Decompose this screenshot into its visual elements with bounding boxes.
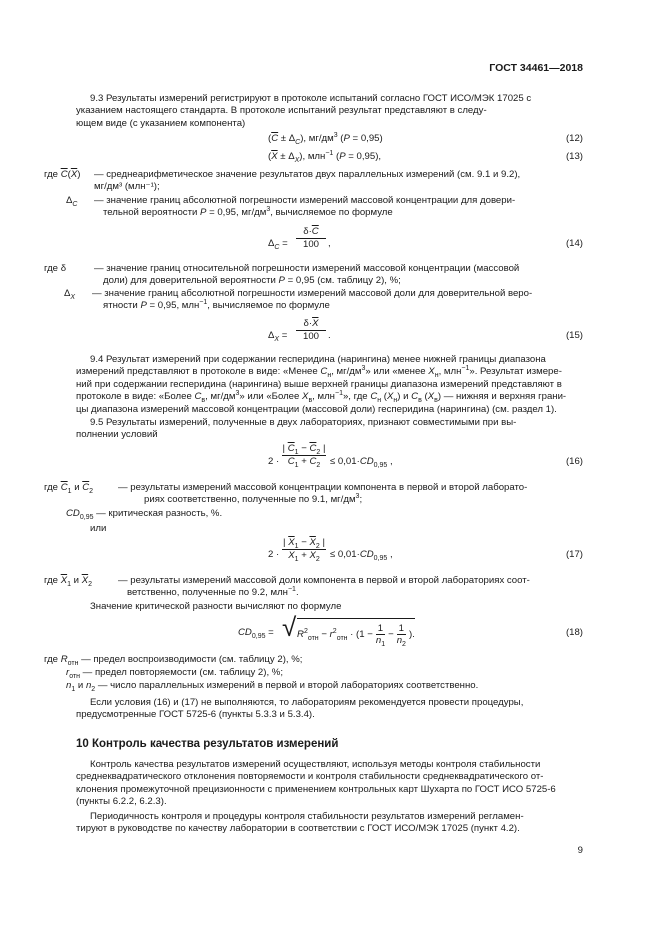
- text-line: мг/дм³ (млн⁻¹);: [94, 181, 160, 193]
- symbol-delta-x: $\Delta_X$: [64, 288, 76, 301]
- formula-17-fraction: $\frac{| \overline{X}_1 - \overline{X}_2 |}{\overline{X}_1 + \overline{X}_2}$: [283, 537, 325, 563]
- definition-cd: $CD_{0,95}$ — критическая разность, %.: [66, 508, 223, 521]
- paragraph-9-3: [76, 93, 584, 130]
- text-line: Периодичность контроля и процедуры контроля стабильности результатов измерений регламен-: [90, 811, 524, 822]
- text-line: указанием настоящего стандарта. В протоколе испытаний результат представляют в следу-: [76, 105, 487, 117]
- text-line: Если условия (16) и (17) не выполняются, то лабораториям рекомендуется провести процедуры,: [90, 697, 524, 708]
- text-line: ятности P = 0,95, млн$^{-1}$, вычисляемое по формуле: [103, 299, 330, 312]
- paragraph-10-2: [76, 811, 584, 836]
- paragraph-9-4: [76, 354, 584, 416]
- text-line: 9.5 Результаты измерений, полученные в двух лабораториях, признают совместимыми при вы-: [90, 417, 517, 428]
- formula-14-tail: ,: [328, 238, 331, 249]
- text-line: 9.4 Результат измерений при содержании гесперидина (нарингина) менее нижней границы диапазона: [90, 354, 546, 365]
- text-line: — значение границ абсолютной погрешности измерений массовой концентрации для довери-: [94, 195, 516, 206]
- text-line: (пункты 6.2.2, 6.2.3).: [76, 796, 167, 808]
- formula-15-tail: .: [328, 330, 331, 341]
- paragraph-conclusion: [76, 697, 584, 722]
- definition-c1-c2: [118, 482, 584, 507]
- formula-17-rhs: ≤ $0,01\cdot CD_{0,95}$ ,: [330, 549, 393, 562]
- definition-delta-c: [94, 195, 584, 220]
- formula-number-16: (16): [565, 456, 583, 467]
- definition-n: $n_1$ и $n_2$ — число параллельных измерений в первой и второй лабораториях соответственно.: [66, 680, 479, 693]
- formula-number-12: (12): [565, 133, 583, 144]
- text-line: измерений представляют в протоколе в виде: «Менее $C_н$, $мг/дм^3$» или «менее $X_н$, млн$^{-1}$». Результат измере-: [76, 365, 562, 380]
- text-line: — результаты измерений массовой доли компонента в первой и второй лабораториях соот-: [118, 575, 530, 586]
- formula-13: $(\overline{X} \pm \Delta_X)$, млн$^{-1}$ (P = 0,95),: [268, 149, 382, 164]
- formula-16-rhs: ≤ $0,01\cdot CD_{0,95}$ ,: [330, 456, 393, 469]
- text-line: протоколе в виде: «Более $C_в$, $мг/дм^3$» или «Более $X_в$, млн$^{-1}$», где $C_н$ $(X_н)$ и $C_в$ $(X_в)$ — нижняя и верхняя грани-: [76, 390, 567, 405]
- formula-number-18: (18): [565, 627, 583, 638]
- formula-16-fraction: $\frac{| \overline{C}_1 - \overline{C}_2 |}{\overline{C}_1 + \overline{C}_2}$: [282, 443, 326, 469]
- definition-delta-x: [92, 288, 584, 313]
- section-title: 10 Контроль качества результатов измерений: [76, 738, 339, 750]
- where-label: где $\overline{C}(\overline{X})$: [44, 169, 81, 180]
- text-line: тельной вероятности P = 0,95, $мг/дм^3$, вычисляемое по формуле: [103, 206, 393, 219]
- paragraph-9-5: [76, 417, 584, 442]
- where-label: где $\overline{X}_1$ и $\overline{X}_2$: [44, 575, 93, 588]
- critical-difference-intro: Значение критической разности вычисляют по формуле: [90, 601, 342, 612]
- where-label: где δ: [44, 263, 67, 274]
- text-line: ний при содержании гесперидина (нарингина) выше верхней границы диапазона измерений представляют в: [76, 378, 562, 390]
- denominator: 100: [302, 239, 319, 250]
- definition-r-small: $r_{отн}$ — предел повторяемости (см. таблицу 2), %;: [66, 667, 283, 680]
- text-line: 9.3 Результаты измерений регистрируют в протоколе испытаний согласно ГОСТ ИСО/МЭК 17025 с: [90, 93, 532, 104]
- text-line: предусмотренные ГОСТ 5725-6 (пункты 5.3.3 и 5.3.4).: [76, 709, 315, 721]
- formula-14-lhs: $\Delta_C$ =: [268, 238, 288, 251]
- formula-12: $(\overline{C} \pm \Delta_C)$, $мг/дм^3$ (P = 0,95): [268, 131, 383, 146]
- text-line: клонения промежуточной прецизионности с применением контрольных карт Шухарта по ГОСТ ИСО 5725-6: [76, 783, 556, 795]
- text-line: — результаты измерений массовой концентрации компонента в первой и второй лаборато-: [118, 482, 528, 493]
- text-line: тируют в руководстве по качеству лаборатории в соответствии с ГОСТ ИСО/МЭК 17025 (пункт 4.2).: [76, 823, 520, 835]
- or-word: или: [90, 523, 107, 534]
- text-line: — среднеарифметическое значение результатов двух параллельных измерений (см. 9.1 и 9.2),: [94, 169, 521, 180]
- formula-18-radical: √: [282, 612, 297, 642]
- definition-r-big: где $R_{отн}$ — предел воспроизводимости (см. таблицу 2), %;: [44, 654, 303, 667]
- formula-18-radicand: $R^2_{отн} - r^2_{отн} \cdot (1$ − $\frac{1}{n_1}$ − $\frac{1}{n_2}$ ).: [297, 618, 415, 646]
- text-line: ветственно, полученные по 9.2, млн$^{-1}$.: [127, 586, 299, 599]
- page-number: 9: [577, 845, 583, 856]
- formula-14-fraction: $\frac{\delta\cdot\overline{C}}{100}$: [296, 226, 326, 250]
- text-line: Контроль качества результатов измерений осуществляют, используя методы контроля стабильности: [90, 759, 541, 770]
- formula-number-13: (13): [565, 151, 583, 162]
- definition-x1-x2: [118, 575, 584, 600]
- denominator: 100: [302, 331, 319, 342]
- definition-delta-rel: [94, 263, 584, 288]
- paragraph-10-1: [76, 759, 584, 809]
- text-line: ющем виде (с указанием компонента): [76, 117, 246, 129]
- formula-18-lhs: $CD_{0,95}$ =: [238, 627, 274, 640]
- text-line: среднеквадратического отклонения повторяемости и контроля стабильности среднеквадратического от-: [76, 771, 544, 783]
- text-line: полнении условий: [76, 429, 158, 441]
- text-line: цы диапазона измерений массовой концентрации (массовой доли) гесперидина (нарингина) (см. раздел 1).: [76, 403, 557, 415]
- text-line: — значение границ абсолютной погрешности измерений массовой доли для доверительной веро-: [92, 288, 533, 299]
- where-label: где $\overline{C}_1$ и $\overline{C}_2$: [44, 482, 94, 495]
- text-line: доли) для доверительной вероятности P = 0,95 (см. таблицу 2), %;: [103, 275, 401, 287]
- formula-16-lead: 2 ·: [268, 456, 280, 467]
- symbol-delta-c: $\Delta_C$: [66, 195, 78, 208]
- text-line: риях соответственно, полученные по 9.1, $мг/дм^3$;: [144, 493, 363, 506]
- formula-number-15: (15): [565, 330, 583, 341]
- formula-number-17: (17): [565, 549, 583, 560]
- formula-15-fraction: $\frac{\delta\cdot\overline{X}}{100}$: [296, 318, 326, 342]
- formula-15-lhs: $\Delta_X$ =: [268, 330, 288, 343]
- formula-number-14: (14): [565, 238, 583, 249]
- formula-17-lead: 2 ·: [268, 549, 280, 560]
- definition-mean: [94, 169, 584, 194]
- document-header: ГОСТ 34461—2018: [489, 62, 583, 74]
- text-line: — значение границ относительной погрешности измерений массовой концентрации (массовой: [94, 263, 520, 274]
